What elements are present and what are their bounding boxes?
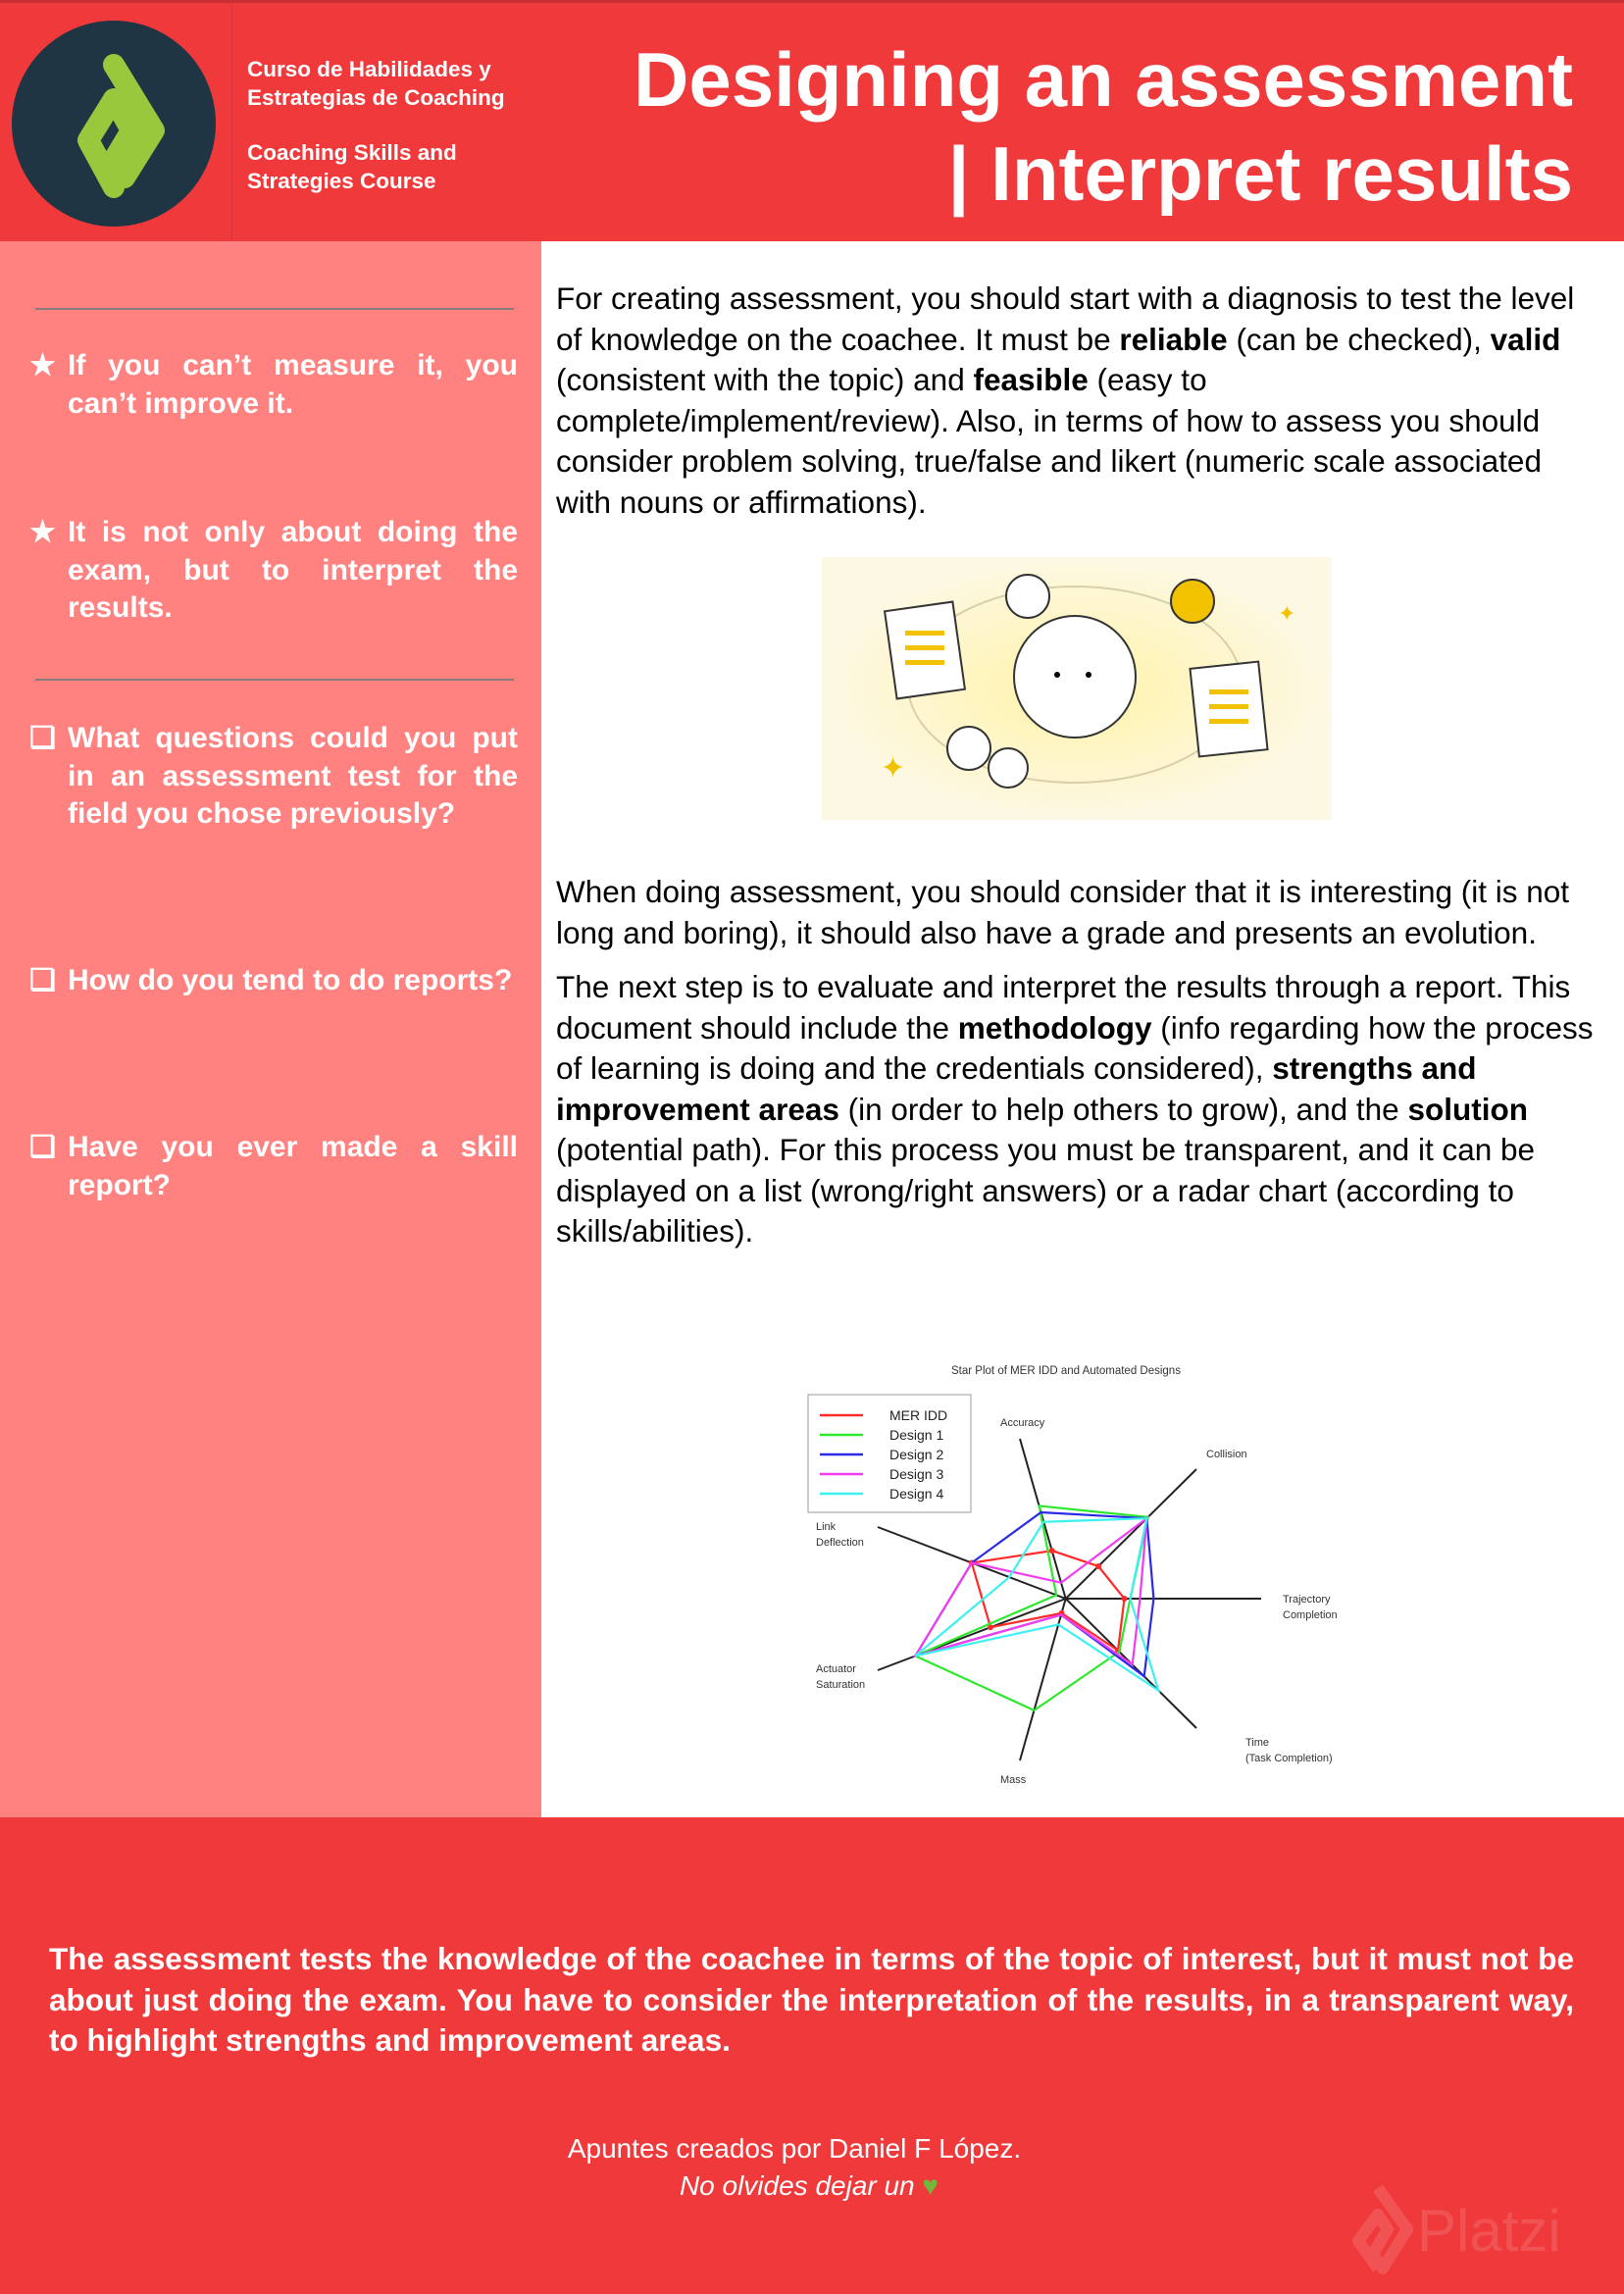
checkbox-icon: ❏ (29, 964, 56, 996)
course-title-es-line: Curso de Habilidades y (247, 57, 491, 81)
course-title-en-line: Strategies Course (247, 169, 436, 193)
assessment-illustration (822, 557, 1332, 820)
summary-text: The assessment tests the knowledge of the coachee in terms of the topic of interest, but it must not be about just doing the exam. You have to consider the interpretation of the results, in a transparent way, to highlight strengths and improvement areas. (49, 1941, 1574, 2058)
course-title-en (247, 138, 457, 195)
star-icon: ★ (29, 516, 56, 548)
series-mer-idd (972, 1551, 1125, 1651)
checkbox-icon: ❏ (29, 1131, 56, 1163)
axis-label: Accuracy (1000, 1417, 1045, 1429)
axis-label: Saturation (816, 1679, 866, 1691)
svg-text:✦: ✦ (881, 752, 906, 785)
axis-label: Collision (1206, 1449, 1247, 1460)
axis-label: Actuator (816, 1663, 856, 1675)
page-title-line: | Interpret results (947, 130, 1573, 217)
divider (35, 679, 514, 681)
page-title-line: Designing an assessment (633, 36, 1573, 123)
course-title-en-line: Coaching Skills and (247, 140, 457, 165)
data-point (1121, 1596, 1127, 1602)
highlight-item (29, 347, 518, 423)
highlight-item (29, 514, 518, 628)
axis-label: Deflection (816, 1537, 864, 1549)
data-point (1095, 1563, 1101, 1569)
author-credit: Apuntes creados por Daniel F López. (567, 2133, 1022, 2164)
highlight-text: It is not only about doing the exam, but to interpret the results. (68, 516, 518, 624)
paragraph-interesting: When doing assessment, you should consider that it is interesting (it is not long and boring), it should also have a grade and presents an evolution. (556, 874, 1570, 950)
question-text: What questions could you put in an assessment test for the field you chose previously? (68, 722, 518, 830)
question-text: Have you ever made a skill report? (68, 1131, 518, 1201)
svg-text:Platzi: Platzi (1417, 2198, 1561, 2264)
checkbox-icon: ❏ (29, 722, 56, 754)
svg-text:✦: ✦ (1278, 601, 1296, 626)
question-item (29, 1129, 518, 1204)
green-heart-icon: ♥ (922, 2170, 939, 2201)
axis-label: Trajectory (1283, 1594, 1331, 1606)
divider (35, 308, 514, 310)
like-reminder-text: No olvides dejar un (679, 2170, 915, 2201)
question-item (29, 720, 518, 834)
axis-label: (Task Completion) (1245, 1753, 1333, 1764)
axis-line (1020, 1599, 1066, 1760)
course-title-es-line: Estrategias de Coaching (247, 85, 505, 110)
platzi-watermark (1339, 2180, 1561, 2283)
chart-title: Star Plot of MER IDD and Automated Designs (951, 1365, 1181, 1377)
header (0, 0, 1624, 241)
star-icon: ★ (29, 349, 56, 382)
legend-label: Design 1 (889, 1427, 944, 1443)
axis-label: Time (1245, 1737, 1270, 1749)
header-divider (231, 3, 232, 244)
question-item (29, 962, 518, 1000)
data-point (1049, 1548, 1055, 1554)
axis-line (1066, 1469, 1196, 1599)
legend-label: Design 2 (889, 1447, 944, 1462)
axis-label: Link (816, 1521, 837, 1533)
series-design-1 (915, 1505, 1147, 1709)
legend-label: Design 3 (889, 1466, 944, 1482)
highlight-text: If you can’t measure it, you can’t improve it. (68, 349, 518, 420)
paragraph-diagnosis: For creating assessment, you should start with a diagnosis to test the level of knowledge on the coachee. It must be reliable (can be checked), valid (consistent with the topic) and feasible (easy to complete/implement/review). Also, in terms of how to assess you should consider problem solving, true/false and likert (numeric scale associated with nouns or affirmations). (556, 280, 1575, 520)
paragraph-report: The next step is to evaluate and interpret the results through a report. This document should include the methodology (info regarding how the process of learning is doing and the credentials considered), strengths and improvement areas (in order to help others to grow), and the solution (potential path). For this process you must be transparent, and it can be displayed on a list (wrong/right answers) or a radar chart (according to skills/abilities). (556, 969, 1594, 1249)
legend-label: MER IDD (889, 1407, 948, 1423)
legend-label: Design 4 (889, 1486, 944, 1502)
radar-chart (804, 1344, 1338, 1795)
axis-label: Completion (1283, 1609, 1338, 1621)
sidebar (0, 241, 541, 1817)
platzi-logo-icon (12, 21, 216, 227)
axis-label: Mass (1000, 1774, 1027, 1786)
page-title (445, 32, 1573, 221)
question-text: How do you tend to do reports? (68, 964, 513, 996)
footer (0, 1817, 1624, 2294)
